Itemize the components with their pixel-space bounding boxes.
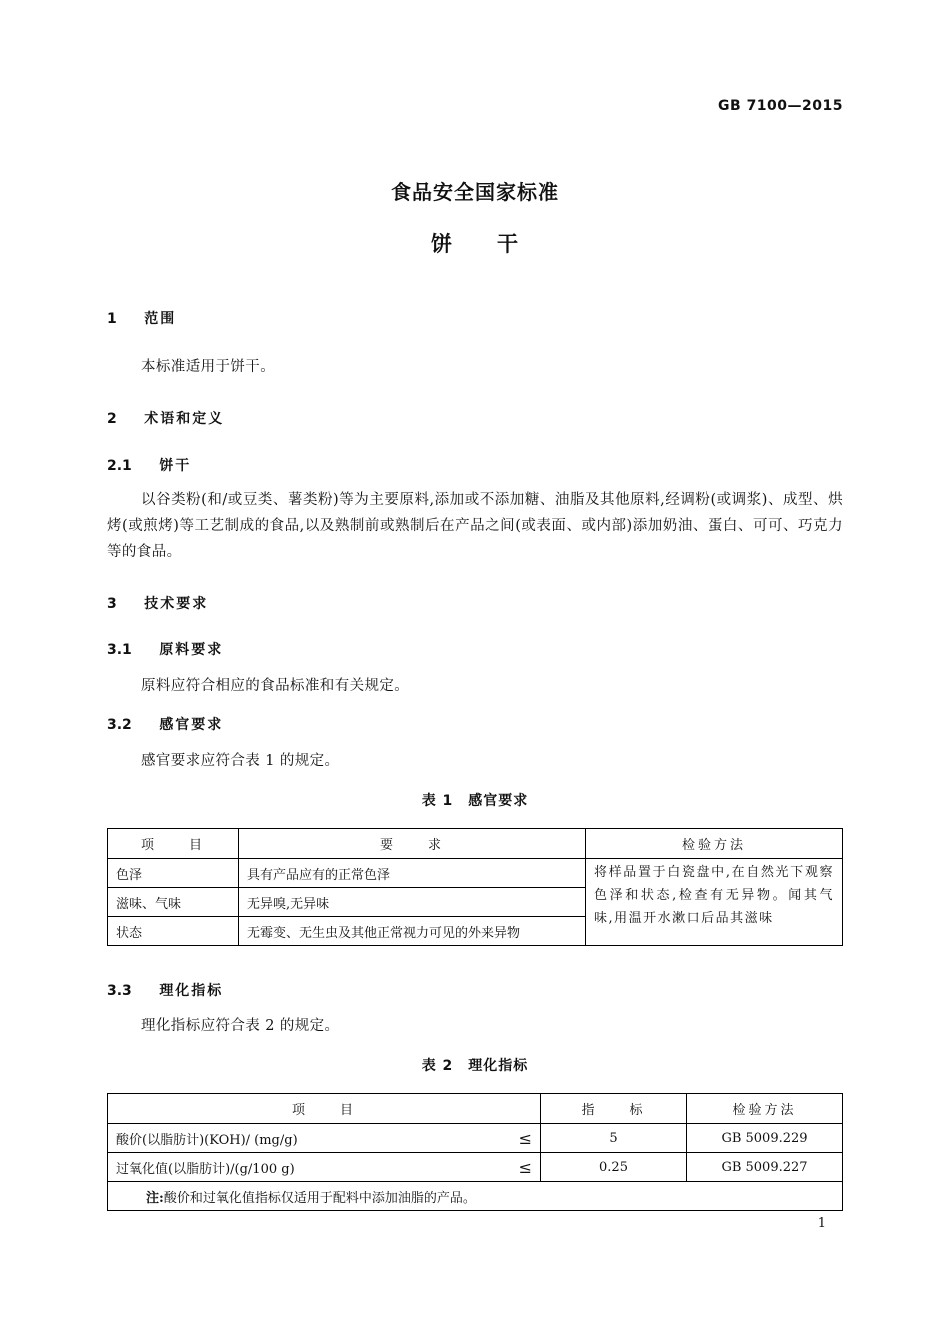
note-label: 注: [146,1190,164,1206]
column-header: 检验方法 [687,1094,843,1124]
item-cell: 滋味、气味 [108,888,239,917]
section-title: 术语和定义 [144,411,225,427]
section-title: 原料要求 [159,642,224,658]
table-header-row [108,1094,843,1124]
operator-symbol: ≤ [518,1157,532,1177]
column-header: 要 求 [239,829,586,859]
item-cell: 状态 [108,917,239,946]
section-1-text: 本标准适用于饼干。 [141,359,276,375]
table-2-physicochemical [107,1093,843,1211]
column-header: 项 目 [108,829,239,859]
section-2-1-text: 以谷类粉(和/或豆类、薯类粉)等为主要原料,添加或不添加糖、油脂及其他原料,经调粉(或调浆)、成型、烘烤(或煎烤)等工艺制成的食品,以及熟制前或熟制后在产品之间(或表面、或内部)添加奶油、蛋白、可可、巧克力等的食品。 [107,492,843,560]
operator-symbol: ≤ [518,1128,532,1148]
column-header: 检验方法 [586,829,843,859]
value-cell: 0.25 [541,1153,687,1182]
section-3-3-text: 理化指标应符合表 2 的规定。 [141,1018,340,1034]
table-row [108,1153,843,1182]
section-3-2-heading [107,714,223,734]
note-cell [108,1182,843,1211]
section-title: 感官要求 [159,717,224,733]
section-number: 3.1 [107,642,132,658]
item-label: 过氧化值(以脂肪计)/(g/100 g) [116,1161,295,1177]
section-3-1-text: 原料应符合相应的食品标准和有关规定。 [141,678,410,694]
section-title: 技术要求 [144,596,209,612]
requirement-cell: 具有产品应有的正常色泽 [239,859,586,888]
column-header: 指 标 [541,1094,687,1124]
table-header-row [108,829,843,859]
section-number: 3 [107,596,117,612]
section-title: 范围 [144,311,177,327]
column-header: 项 目 [108,1094,541,1124]
section-number: 2 [107,411,117,427]
section-3-heading [107,593,208,613]
method-cell: GB 5009.229 [687,1124,843,1153]
section-number: 3.2 [107,717,132,733]
item-cell [108,1124,541,1153]
table-1-sensory [107,828,843,946]
document-title: 食品安全国家标准 [391,180,559,204]
section-title: 理化指标 [159,983,224,999]
requirement-cell: 无霉变、无生虫及其他正常视力可见的外来异物 [239,917,586,946]
method-cell: GB 5009.227 [687,1153,843,1182]
section-3-2-text: 感官要求应符合表 1 的规定。 [141,753,340,769]
page-number: 1 [817,1216,826,1231]
item-cell: 色泽 [108,859,239,888]
section-number: 3.3 [107,983,132,999]
section-1-heading [107,308,176,328]
section-number: 1 [107,311,117,327]
value-cell: 5 [541,1124,687,1153]
section-2-heading [107,408,224,428]
item-label: 酸价(以脂肪计)(KOH)/ (mg/g) [116,1132,298,1148]
table-row [108,859,843,888]
document-subtitle: 饼 干 [431,232,519,256]
section-number: 2.1 [107,458,132,474]
section-title: 饼干 [159,458,192,474]
item-cell [108,1153,541,1182]
table-row [108,1124,843,1153]
table-1-caption: 表 1 感官要求 [421,793,529,809]
section-2-1-heading [107,455,191,475]
table-2-caption: 表 2 理化指标 [421,1058,529,1074]
standard-code: GB 7100—2015 [718,98,843,114]
table-note-row [108,1182,843,1211]
requirement-cell: 无异嗅,无异味 [239,888,586,917]
section-3-3-heading [107,980,223,1000]
method-cell: 将样品置于白瓷盘中,在自然光下观察色泽和状态,检查有无异物。闻其气味,用温开水漱口后品其滋味 [586,859,843,946]
note-text: 酸价和过氧化值指标仅适用于配料中添加油脂的产品。 [163,1190,476,1206]
section-3-1-heading [107,639,223,659]
